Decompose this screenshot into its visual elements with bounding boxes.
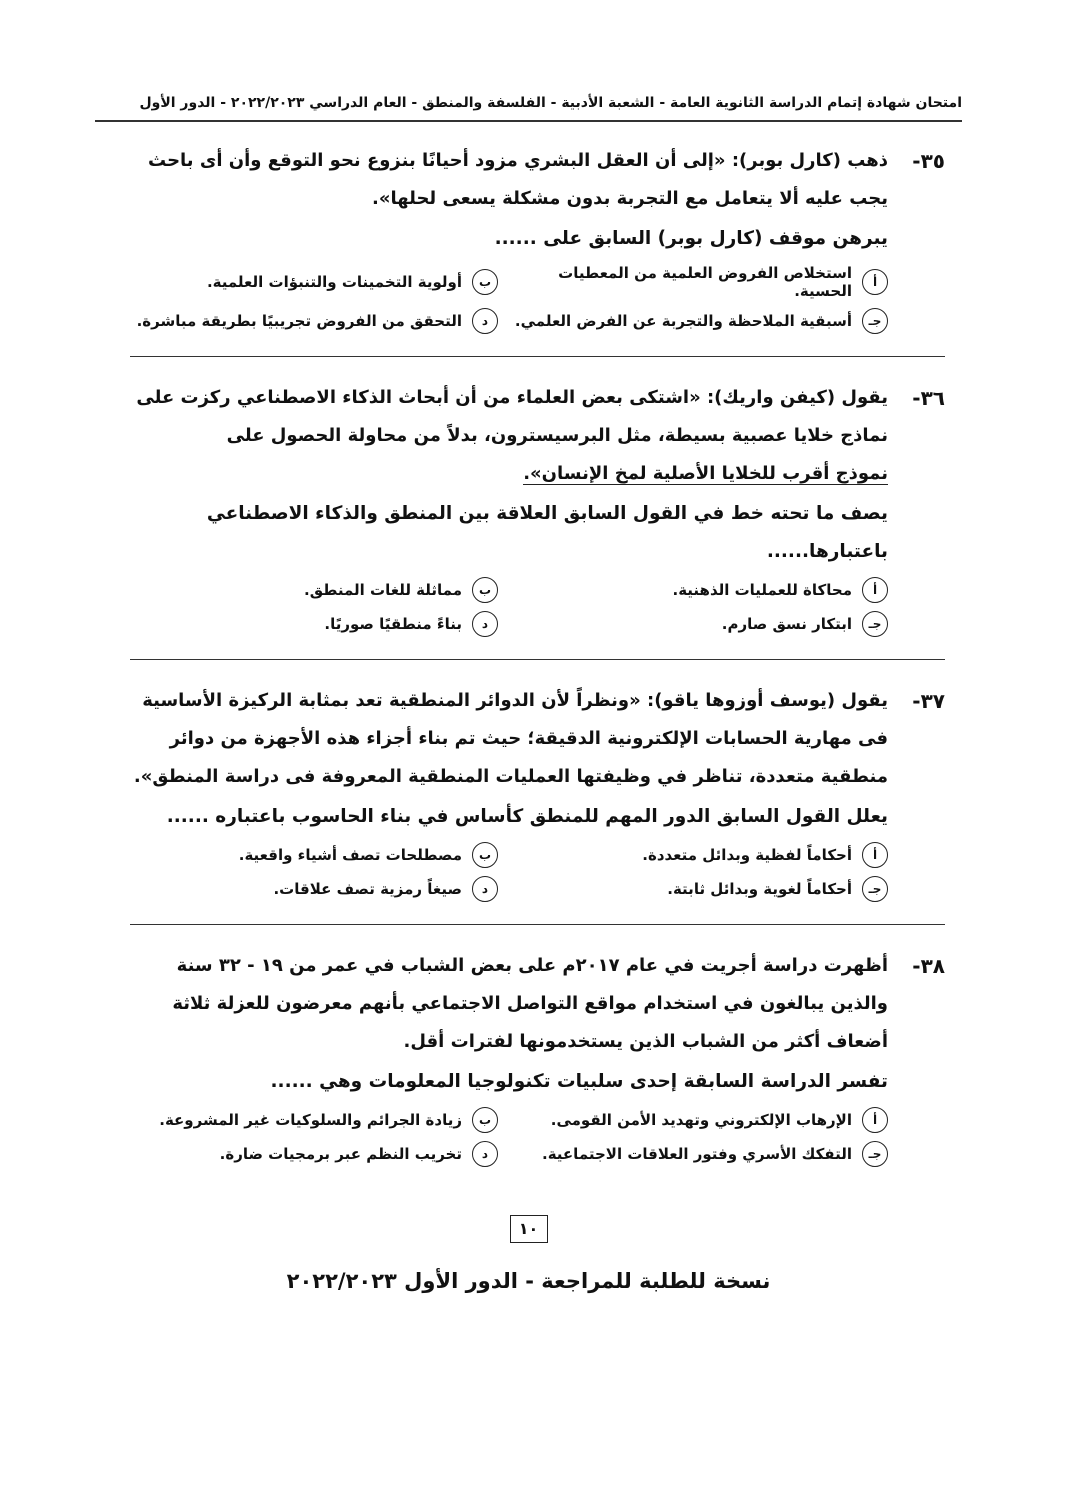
option-c[interactable]	[498, 611, 888, 637]
option-letter: جـ	[862, 611, 888, 637]
page-footer: نسخة للطلبة للمراجعة - الدور الأول ٢٠٢٢/٢٠٢٣	[286, 1269, 771, 1293]
option-text: أولوية التخمينات والتنبؤات العلمية.	[206, 273, 462, 291]
option-letter: ب	[472, 577, 498, 603]
page-number: ١٠	[510, 1215, 548, 1243]
option-letter: ب	[472, 1107, 498, 1133]
question-stem: يقول (كيفن واريك): «اشتكى بعض العلماء من أن أبحاث الذكاء الاصطناعي ركزت على نماذج خلايا عصبية بسيطة، مثل البرسيسترون، بدلاً من محاولة الحصول على	[136, 387, 888, 446]
question-divider	[130, 924, 945, 925]
option-letter: د	[472, 611, 498, 637]
option-text: محاكاة للعمليات الذهنية.	[672, 581, 852, 599]
option-b[interactable]	[130, 1107, 498, 1133]
exam-header: امتحان شهادة إتمام الدراسة الثانوية العامة - الشعبة الأدبية - الفلسفة والمنطق - العام الدراسي ٢٠٢٢/٢٠٢٣ - الدور الأول	[139, 95, 962, 111]
header-divider	[95, 120, 962, 122]
option-text: بناءً منطقيًا صوريًا.	[324, 615, 462, 633]
option-a[interactable]	[498, 264, 888, 300]
question-number: ٣٧-	[912, 689, 945, 713]
option-letter: أ	[862, 1107, 888, 1133]
underlined-text: نموذج أقرب للخلايا الأصلية لمخ الإنسان».	[523, 463, 888, 484]
option-letter: ب	[472, 269, 498, 295]
option-text: مصطلحات تصف أشياء واقعية.	[238, 846, 462, 864]
option-a[interactable]	[498, 1107, 888, 1133]
option-c[interactable]	[498, 876, 888, 902]
question-37	[130, 682, 945, 902]
option-a[interactable]	[498, 577, 888, 603]
option-d[interactable]	[130, 876, 498, 902]
question-divider	[130, 659, 945, 660]
option-a[interactable]	[498, 842, 888, 868]
option-letter: جـ	[862, 308, 888, 334]
option-text: زيادة الجرائم والسلوكيات غير المشروعة.	[159, 1111, 462, 1129]
option-text: الإرهاب الإلكتروني وتهديد الأمن القومى.	[550, 1111, 852, 1129]
option-text: ابتكار نسق صارم.	[721, 615, 852, 633]
option-letter: د	[472, 876, 498, 902]
option-text: صيغاً رمزية تصف علاقات.	[273, 880, 462, 898]
option-text: تخريب النظم عبر برمجيات ضارة.	[219, 1145, 462, 1163]
option-letter: ب	[472, 842, 498, 868]
question-stem: ذهب (كارل بوبر): «إلى أن العقل البشري مزود أحيانًا بنزوع نحو التوقع وأن أى باحث يجب عليه ألا يتعامل مع التجربة بدون مشكلة يسعى لحلها».	[148, 150, 888, 209]
option-c[interactable]	[498, 1141, 888, 1167]
question-prompt: يصف ما تحته خط في القول السابق العلاقة بين المنطق والذكاء الاصطناعي باعتبارها......	[206, 503, 888, 562]
option-letter: أ	[862, 842, 888, 868]
option-text: أحكاماً لغوية وبدائل ثابتة.	[667, 880, 852, 898]
question-prompt: يعلل القول السابق الدور المهم للمنطق كأساس في بناء الحاسوب باعتباره ......	[166, 806, 888, 827]
question-35	[130, 142, 945, 334]
question-36	[130, 379, 945, 637]
option-d[interactable]	[130, 611, 498, 637]
option-text: مماثلة للغات المنطق.	[304, 581, 462, 599]
question-38	[130, 947, 945, 1167]
question-prompt: تفسر الدراسة السابقة إحدى سلبيات تكنولوجيا المعلومات وهي ......	[270, 1071, 888, 1092]
option-letter: جـ	[862, 876, 888, 902]
question-number: ٣٦-	[912, 386, 945, 410]
question-prompt: يبرهن موقف (كارل بوبر) السابق على ......	[494, 228, 888, 249]
option-text: أحكاماً لفظية وبدائل متعددة.	[642, 846, 852, 864]
question-stem: أظهرت دراسة أجريت في عام ٢٠١٧م على بعض الشباب في عمر من ١٩ - ٣٢ سنة والذين يبالغون في استخدام مواقع التواصل الاجتماعي بأنهم معرضون للعزلة ثلاثة أضعاف أكثر من الشباب الذين يستخدمونها لفترات أقل.	[172, 955, 888, 1052]
question-stem: يقول (يوسف أوزوها ياقو): «ونظراً لأن الدوائر المنطقية تعد بمثابة الركيزة الأساسية فى مهارية الحسابات الإلكترونية الدقيقة؛ حيث تم بناء أجزاء هذه الأجهزة من دوائر منطقية متعددة، تناظر في وظيفتها العمليات المنطقية المعروفة فى دراسة المنطق».	[133, 690, 888, 787]
option-letter: أ	[862, 269, 888, 295]
option-text: استخلاص الفروض العلمية من المعطيات الحسية.	[558, 264, 852, 300]
option-d[interactable]	[130, 1141, 498, 1167]
option-b[interactable]	[130, 842, 498, 868]
option-text: التفكك الأسري وفتور العلاقات الاجتماعية.	[542, 1145, 852, 1163]
option-letter: أ	[862, 577, 888, 603]
option-b[interactable]	[130, 264, 498, 300]
option-text: أسبقية الملاحظة والتجربة عن الفرض العلمي.	[514, 312, 852, 330]
option-c[interactable]	[498, 308, 888, 334]
question-number: ٣٥-	[912, 149, 945, 173]
question-divider	[130, 356, 945, 357]
option-text: التحقق من الفروض تجريبيًا بطريقة مباشرة.	[136, 312, 462, 330]
option-b[interactable]	[130, 577, 498, 603]
question-number: ٣٨-	[912, 954, 945, 978]
option-d[interactable]	[130, 308, 498, 334]
option-letter: د	[472, 308, 498, 334]
option-letter: جـ	[862, 1141, 888, 1167]
option-letter: د	[472, 1141, 498, 1167]
